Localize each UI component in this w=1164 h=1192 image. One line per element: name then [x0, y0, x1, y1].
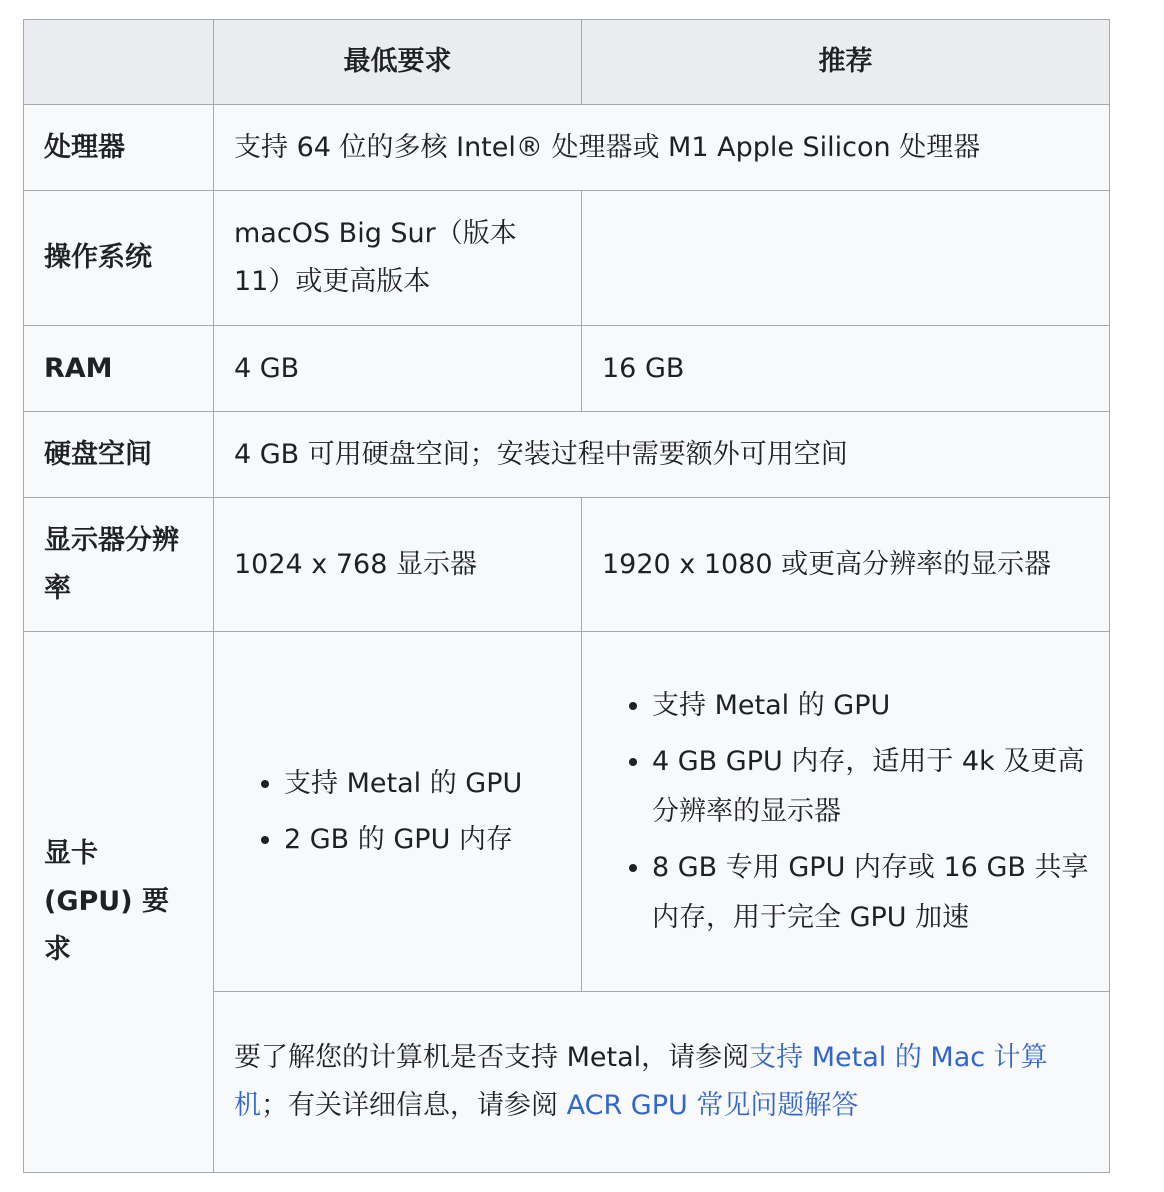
header-minimum: 最低要求: [214, 20, 582, 105]
list-item: • 8 GB 专用 GPU 内存或 16 GB 共享内存，用于完全 GPU 加速: [652, 843, 1089, 943]
note-text: 要了解您的计算机是否支持 Metal，请参阅: [234, 1042, 750, 1073]
list-item: • 2 GB 的 GPU 内存: [284, 815, 561, 865]
list-item: • 支持 Metal 的 GPU: [284, 759, 561, 809]
table-row: [24, 498, 1110, 632]
row-label: 处理器: [24, 105, 214, 191]
display-min: 1024 x 768 显示器: [214, 498, 582, 632]
header-row: [24, 20, 1110, 105]
os-rec: [582, 191, 1110, 326]
note-text: ；有关详细信息，请参阅: [261, 1090, 567, 1121]
ram-min: 4 GB: [214, 326, 582, 412]
system-requirements-table: [23, 19, 1110, 1173]
list-item: • 4 GB GPU 内存，适用于 4k 及更高分辨率的显示器: [652, 737, 1089, 837]
gpu-min: [214, 632, 582, 992]
gpu-rec: [582, 632, 1110, 992]
table-row: [24, 326, 1110, 412]
row-label: 操作系统: [24, 191, 214, 326]
table-row: [24, 632, 1110, 992]
cpu-value: 支持 64 位的多核 Intel® 处理器或 M1 Apple Silicon 处理器: [214, 105, 1110, 191]
header-blank: [24, 20, 214, 105]
table-row: [24, 412, 1110, 498]
row-label: 显示器分辨率: [24, 498, 214, 632]
list-item: • 支持 Metal 的 GPU: [652, 681, 1089, 731]
acr-gpu-faq-link[interactable]: ACR GPU 常见问题解答: [566, 1090, 859, 1121]
metal-mac-link[interactable]: 支持 Metal 的 Mac 计算机: [234, 1042, 1048, 1121]
gpu-note: [214, 992, 1110, 1173]
os-min: macOS Big Sur（版本 11）或更高版本: [214, 191, 582, 326]
row-label: 硬盘空间: [24, 412, 214, 498]
header-recommended: 推荐: [582, 20, 1110, 105]
table-row: [24, 105, 1110, 191]
row-label: 显卡 (GPU) 要求: [24, 632, 214, 1173]
gpu-min-list: [234, 759, 561, 865]
ram-rec: 16 GB: [582, 326, 1110, 412]
row-label: RAM: [24, 326, 214, 412]
table-row: [24, 191, 1110, 326]
disk-value: 4 GB 可用硬盘空间；安装过程中需要额外可用空间: [214, 412, 1110, 498]
gpu-rec-list: [602, 681, 1089, 943]
display-rec: 1920 x 1080 或更高分辨率的显示器: [582, 498, 1110, 632]
